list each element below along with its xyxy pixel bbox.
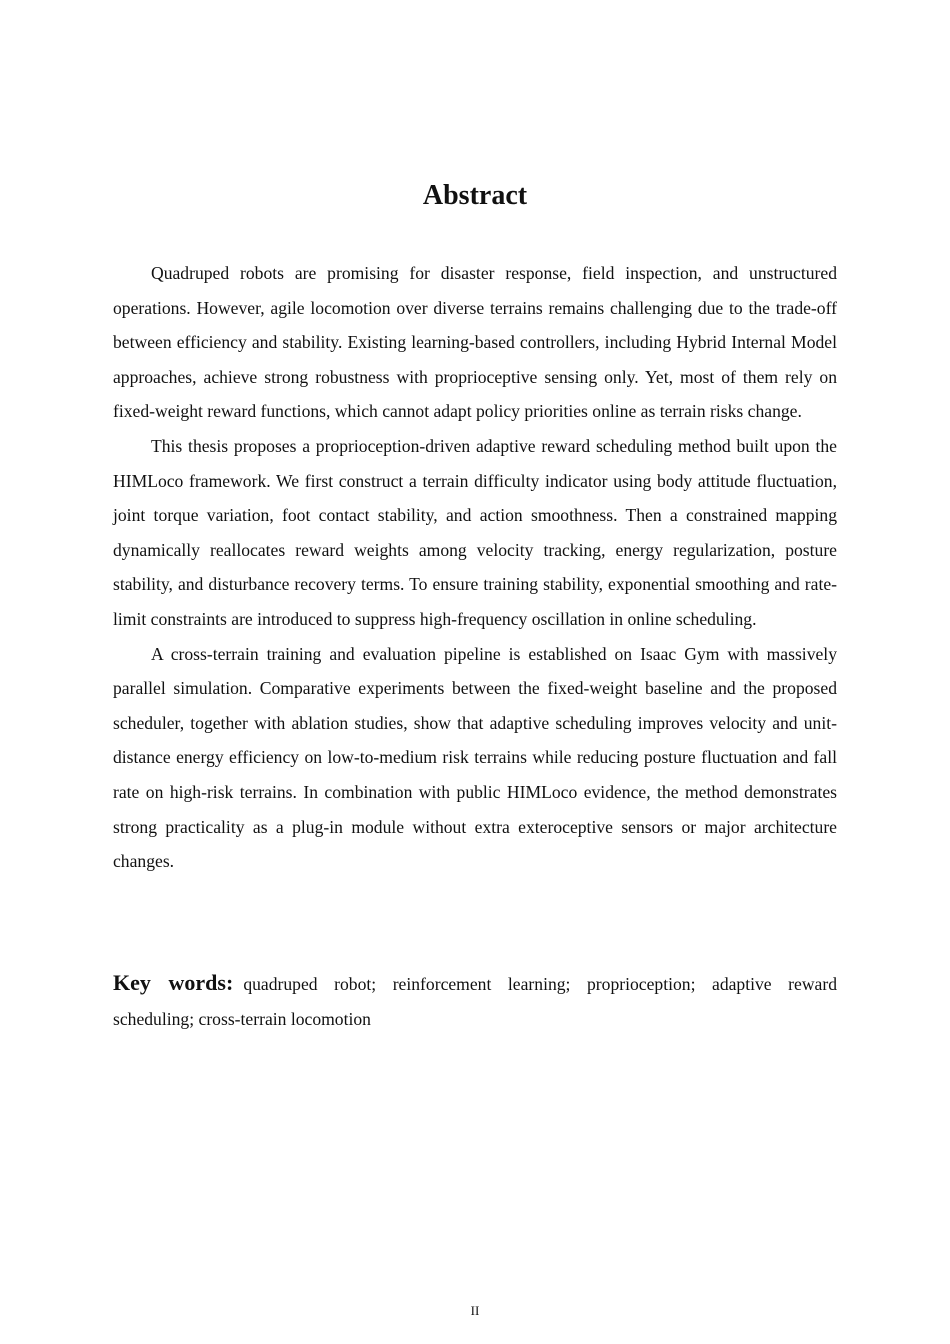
page-title: Abstract [422,180,528,211]
keywords-text: quadruped robot; reinforcement learning; proprioception; adaptive reward scheduling; cross-terrain locomotion [113,974,837,1029]
abstract-body [113,256,837,879]
page-number: II [470,1303,480,1318]
keywords-section [113,966,837,1036]
abstract-paragraph-1: Quadruped robots are promising for disaster response, field inspection, and unstructured operations. However, agile locomotion over diverse terrains remains challenging due to the trade-off between efficiency and stability. Existing learning-based controllers, including Hybrid Internal Model approaches, achieve strong robustness with proprioceptive sensing only. Yet, most of them rely on fixed-weight reward functions, which cannot adapt policy priorities online as terrain risks change. [113,263,837,422]
abstract-paragraph-2: This thesis proposes a proprioception-driven adaptive reward scheduling method built upon the HIMLoco framework. We first construct a terrain difficulty indicator using body attitude fluctuation, joint torque variation, foot contact stability, and action smoothness. Then a constrained mapping dynamically reallocates reward weights among velocity tracking, energy regularization, posture stability, and disturbance recovery terms. To ensure training stability, exponential smoothing and rate-limit constraints are introduced to suppress high-frequency oscillation in online scheduling. [113,435,837,629]
abstract-paragraph-3: A cross-terrain training and evaluation pipeline is established on Isaac Gym with massively parallel simulation. Comparative experiments between the fixed-weight baseline and the proposed scheduler, together with ablation studies, show that adaptive scheduling improves velocity and unit-distance energy efficiency on low-to-medium risk terrains while reducing posture fluctuation and fall rate on high-risk terrains. In combination with public HIMLoco evidence, the method demonstrates strong practicality as a plug-in module without extra exteroceptive sensors or major architecture changes. [113,643,837,872]
keywords-label: Key words: [113,970,234,995]
